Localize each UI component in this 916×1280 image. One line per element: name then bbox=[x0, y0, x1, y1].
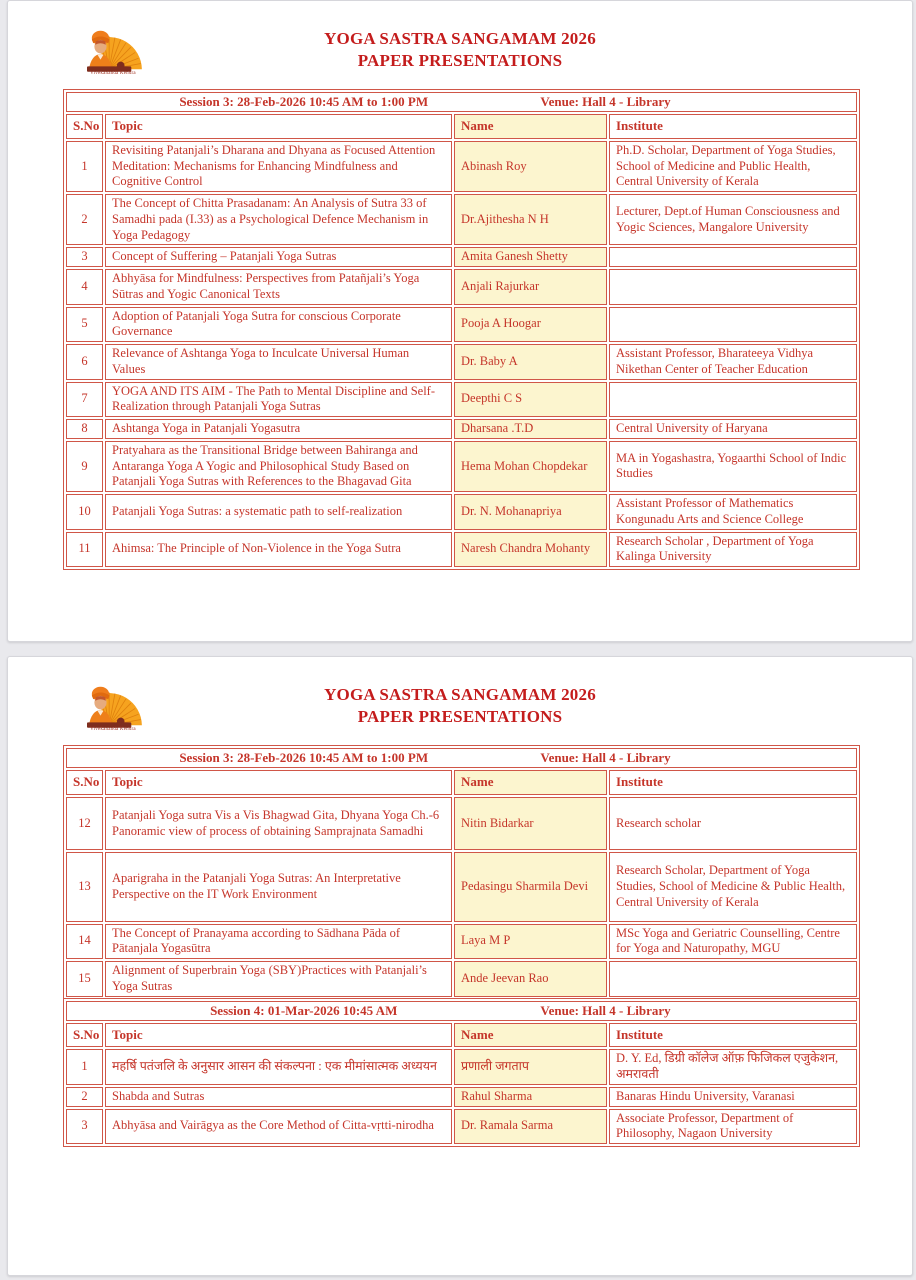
paper-row bbox=[66, 344, 857, 380]
column-header-topic: Topic bbox=[105, 114, 452, 138]
session-label: Session 4: 01-Mar-2026 10:45 AM bbox=[210, 1002, 398, 1018]
column-header-name: Name bbox=[454, 1023, 607, 1047]
topic-cell: Concept of Suffering – Patanjali Yoga Sutras bbox=[105, 247, 452, 267]
name-cell: Anjali Rajurkar bbox=[454, 269, 607, 305]
name-cell: Rahul Sharma bbox=[454, 1087, 607, 1107]
institute-cell bbox=[609, 382, 857, 418]
tables-host bbox=[63, 745, 856, 1147]
event-subtitle: PAPER PRESENTATIONS bbox=[357, 707, 563, 726]
session-table bbox=[63, 998, 860, 1148]
paper-row bbox=[66, 1049, 857, 1085]
topic-cell: महर्षि पतंजलि के अनुसार आसन की संकल्पना : एक मीमांसात्मक अध्ययन bbox=[105, 1049, 452, 1085]
topic-cell: Patanjali Yoga sutra Vis a Vis Bhagwad Gita, Dhyana Yoga Ch.-6 Panoramic view of process of obtaining Samprajnata Samadhi bbox=[105, 797, 452, 851]
name-cell: प्रणाली जगताप bbox=[454, 1049, 607, 1085]
institute-cell: MSc Yoga and Geriatric Counselling, Centre for Yoga and Naturopathy, MGU bbox=[609, 924, 857, 960]
topic-cell: Shabda and Sutras bbox=[105, 1087, 452, 1107]
column-header-row bbox=[66, 114, 857, 138]
paper-row bbox=[66, 269, 857, 305]
institute-cell bbox=[609, 961, 857, 997]
page-header bbox=[8, 657, 912, 745]
vivekananda-kendra-logo bbox=[80, 25, 146, 85]
sno-cell: 1 bbox=[66, 1049, 103, 1085]
topic-cell: Ahimsa: The Principle of Non-Violence in the Yoga Sutra bbox=[105, 532, 452, 568]
column-header-sno: S.No bbox=[66, 770, 103, 794]
institute-cell: Ph.D. Scholar, Department of Yoga Studies, School of Medicine and Public Health, Central University of Kerala bbox=[609, 141, 857, 192]
sno-cell: 3 bbox=[66, 1109, 103, 1145]
name-cell: Ande Jeevan Rao bbox=[454, 961, 607, 997]
paper-row bbox=[66, 1087, 857, 1107]
paper-row bbox=[66, 797, 857, 851]
sno-cell: 13 bbox=[66, 852, 103, 921]
sno-cell: 4 bbox=[66, 269, 103, 305]
sno-cell: 6 bbox=[66, 344, 103, 380]
paper-row bbox=[66, 961, 857, 997]
paper-row bbox=[66, 194, 857, 245]
logo-caption: Vivekananda Kendra bbox=[90, 71, 136, 76]
column-header-institute: Institute bbox=[609, 770, 857, 794]
institute-cell bbox=[609, 307, 857, 343]
topic-cell: Aparigraha in the Patanjali Yoga Sutras: An Interpretative Perspective on the IT Work Environment bbox=[105, 852, 452, 921]
venue-label: Venue: Hall 4 - Library bbox=[540, 1002, 671, 1018]
sno-cell: 9 bbox=[66, 441, 103, 492]
vivekananda-logo-icon bbox=[82, 681, 144, 733]
institute-cell: Assistant Professor, Bharateeya Vidhya Nikethan Center of Teacher Education bbox=[609, 344, 857, 380]
sno-cell: 2 bbox=[66, 1087, 103, 1107]
name-cell: Dr.Ajithesha N H bbox=[454, 194, 607, 245]
venue-label: Venue: Hall 4 - Library bbox=[540, 750, 671, 765]
session-banner bbox=[66, 92, 857, 112]
institute-cell bbox=[609, 247, 857, 267]
column-header-row bbox=[66, 770, 857, 794]
session-table bbox=[63, 89, 860, 570]
topic-cell: YOGA AND ITS AIM - The Path to Mental Discipline and Self-Realization through Patanjali Yoga Sutras bbox=[105, 382, 452, 418]
name-cell: Dr. N. Mohanapriya bbox=[454, 494, 607, 530]
sno-cell: 8 bbox=[66, 419, 103, 439]
name-cell: Dr. Baby A bbox=[454, 344, 607, 380]
logo-caption: Vivekananda Kendra bbox=[90, 727, 136, 732]
event-subtitle: PAPER PRESENTATIONS bbox=[357, 51, 563, 70]
vivekananda-logo-icon bbox=[82, 25, 144, 77]
column-header-name: Name bbox=[454, 114, 607, 138]
column-header-sno: S.No bbox=[66, 1023, 103, 1047]
name-cell: Hema Mohan Chopdekar bbox=[454, 441, 607, 492]
name-cell: Amita Ganesh Shetty bbox=[454, 247, 607, 267]
name-cell: Deepthi C S bbox=[454, 382, 607, 418]
institute-cell: Research Scholar , Department of Yoga Kalinga University bbox=[609, 532, 857, 568]
institute-cell: MA in Yogashastra, Yogaarthi School of Indic Studies bbox=[609, 441, 857, 492]
column-header-name: Name bbox=[454, 770, 607, 794]
institute-cell: Research scholar bbox=[609, 797, 857, 851]
tables-host bbox=[63, 89, 856, 570]
institute-cell: Research Scholar, Department of Yoga Studies, School of Medicine & Public Health, Central University of Kerala bbox=[609, 852, 857, 921]
topic-cell: Abhyāsa for Mindfulness: Perspectives from Patañjali’s Yoga Sūtras and Yogic Canonical Texts bbox=[105, 269, 452, 305]
page-1 bbox=[7, 0, 913, 642]
institute-cell bbox=[609, 269, 857, 305]
name-cell: Dharsana .T.D bbox=[454, 419, 607, 439]
paper-row bbox=[66, 307, 857, 343]
paper-row bbox=[66, 247, 857, 267]
event-title: YOGA SASTRA SANGAMAM 2026 bbox=[324, 29, 596, 48]
column-header-topic: Topic bbox=[105, 770, 452, 794]
name-cell: Pooja A Hoogar bbox=[454, 307, 607, 343]
institute-cell: Banaras Hindu University, Varanasi bbox=[609, 1087, 857, 1107]
sno-cell: 3 bbox=[66, 247, 103, 267]
name-cell: Nitin Bidarkar bbox=[454, 797, 607, 851]
sno-cell: 12 bbox=[66, 797, 103, 851]
sno-cell: 14 bbox=[66, 924, 103, 960]
topic-cell: Relevance of Ashtanga Yoga to Inculcate Universal Human Values bbox=[105, 344, 452, 380]
name-cell: Naresh Chandra Mohanty bbox=[454, 532, 607, 568]
venue-label: Venue: Hall 4 - Library bbox=[540, 94, 671, 109]
name-cell: Abinash Roy bbox=[454, 141, 607, 192]
topic-cell: Adoption of Patanjali Yoga Sutra for conscious Corporate Governance bbox=[105, 307, 452, 343]
paper-row bbox=[66, 441, 857, 492]
page-header bbox=[8, 1, 912, 89]
sno-cell: 5 bbox=[66, 307, 103, 343]
session-banner bbox=[66, 748, 857, 768]
paper-row bbox=[66, 494, 857, 530]
vivekananda-kendra-logo bbox=[80, 681, 146, 741]
institute-cell: Lecturer, Dept.of Human Consciousness and Yogic Sciences, Mangalore University bbox=[609, 194, 857, 245]
column-header-institute: Institute bbox=[609, 1023, 857, 1047]
topic-cell: Pratyahara as the Transitional Bridge between Bahiranga and Antaranga Yoga A Yogic and Philosophical Study Based on Patanjali Yoga Sutras with References to the Bhagavad Gita bbox=[105, 441, 452, 492]
topic-cell: Revisiting Patanjali’s Dharana and Dhyana as Focused Attention Meditation: Mechanisms for Enhancing Mindfulness and Cognitive Control bbox=[105, 141, 452, 192]
sno-cell: 2 bbox=[66, 194, 103, 245]
session-banner-row bbox=[66, 1001, 857, 1021]
sno-cell: 1 bbox=[66, 141, 103, 192]
column-header-row bbox=[66, 1023, 857, 1047]
event-title: YOGA SASTRA SANGAMAM 2026 bbox=[324, 685, 596, 704]
sno-cell: 11 bbox=[66, 532, 103, 568]
institute-cell: D. Y. Ed, डिग्री कॉलेज ऑफ़ फिजिकल एजुकेशन, अमरावती bbox=[609, 1049, 857, 1085]
session-label: Session 3: 28-Feb-2026 10:45 AM to 1:00 PM bbox=[179, 750, 429, 765]
paper-row bbox=[66, 419, 857, 439]
column-header-institute: Institute bbox=[609, 114, 857, 138]
sno-cell: 10 bbox=[66, 494, 103, 530]
page-2 bbox=[7, 656, 913, 1276]
column-header-sno: S.No bbox=[66, 114, 103, 138]
topic-cell: The Concept of Chitta Prasadanam: An Analysis of Sutra 33 of Samadhi pada (I.33) as a Psychological Defence Mechanism in Yoga Pedagogy bbox=[105, 194, 452, 245]
sno-cell: 7 bbox=[66, 382, 103, 418]
paper-row bbox=[66, 852, 857, 921]
name-cell: Pedasingu Sharmila Devi bbox=[454, 852, 607, 921]
column-header-topic: Topic bbox=[105, 1023, 452, 1047]
session-banner bbox=[66, 1001, 857, 1021]
paper-row bbox=[66, 1109, 857, 1145]
topic-cell: The Concept of Pranayama according to Sādhana Pāda of Pātanjala Yogasūtra bbox=[105, 924, 452, 960]
institute-cell: Associate Professor, Department of Philosophy, Nagaon University bbox=[609, 1109, 857, 1145]
session-banner-row bbox=[66, 92, 857, 112]
paper-row bbox=[66, 382, 857, 418]
institute-cell: Assistant Professor of Mathematics Kongunadu Arts and Science College bbox=[609, 494, 857, 530]
paper-row bbox=[66, 141, 857, 192]
topic-cell: Abhyāsa and Vairāgya as the Core Method of Citta-vṛtti-nirodha bbox=[105, 1109, 452, 1145]
topic-cell: Alignment of Superbrain Yoga (SBY)Practices with Patanjali’s Yoga Sutras bbox=[105, 961, 452, 997]
institute-cell: Central University of Haryana bbox=[609, 419, 857, 439]
paper-row bbox=[66, 924, 857, 960]
paper-row bbox=[66, 532, 857, 568]
session-banner-row bbox=[66, 748, 857, 768]
sno-cell: 15 bbox=[66, 961, 103, 997]
topic-cell: Ashtanga Yoga in Patanjali Yogasutra bbox=[105, 419, 452, 439]
name-cell: Dr. Ramala Sarma bbox=[454, 1109, 607, 1145]
topic-cell: Patanjali Yoga Sutras: a systematic path to self-realization bbox=[105, 494, 452, 530]
name-cell: Laya M P bbox=[454, 924, 607, 960]
session-table bbox=[63, 745, 860, 1000]
session-label: Session 3: 28-Feb-2026 10:45 AM to 1:00 PM bbox=[179, 94, 429, 109]
